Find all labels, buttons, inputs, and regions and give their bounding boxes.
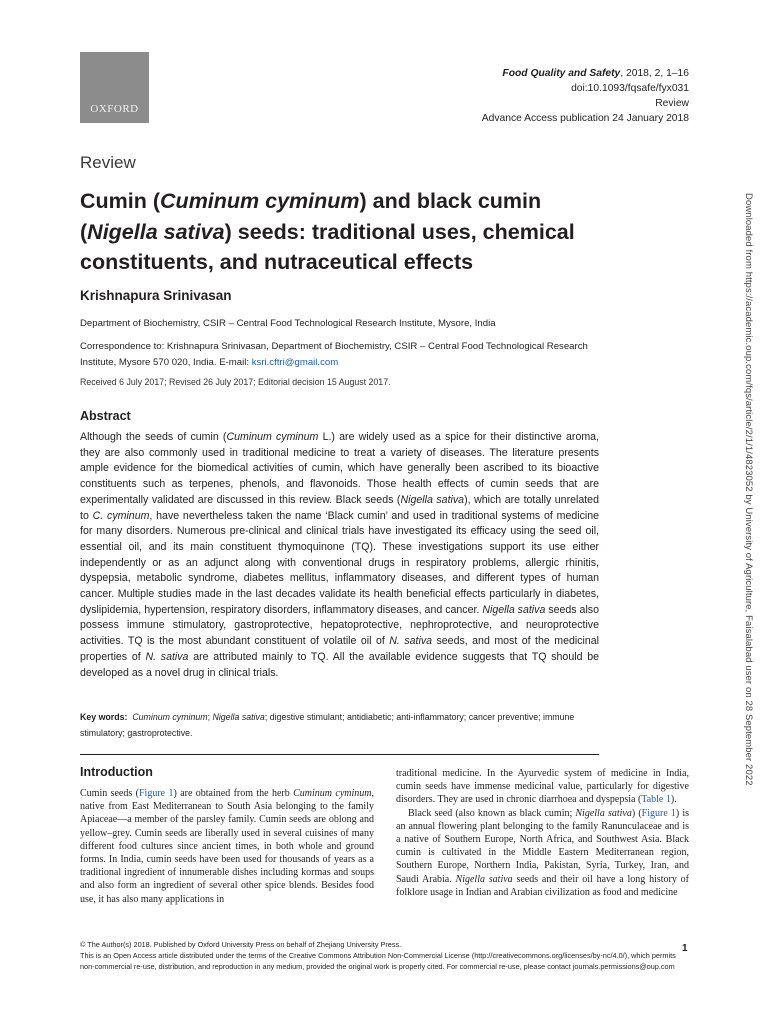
abstract-text: , have nevertheless taken the name ‘Black cumin’ and used in traditional systems of medicine for many disorders. Numerous pre-clinical and clinical trials have investigated its efficacy using the seed oil, essential oil, and its main constituent thymoquinone (TQ). These investigations support its use either independently or as an adjunct along with conventional drugs in respiratory problems, allergic rhinitis, dyspepsia, metabolic syndrome, diabetes mellitus, inflammatory diseases, and different types of human cancer. Multiple studies made in the last decades validate its health beneficial effects particularly in diabetes, dyslipidemia, hypertension, respiratory disorders, inflammatory diseases, and cancer. (80, 509, 600, 616)
abstract-species: N. sativa (145, 650, 189, 663)
body-species: Nigella sativa (575, 807, 632, 819)
journal-name[interactable]: Food Quality and Safety (502, 68, 621, 79)
abstract-species: Cuminum cyminum (226, 431, 319, 443)
journal-citation-text: , 2018, 2, 1–16 (620, 68, 689, 79)
title-part: ) seeds: traditional uses, chemical constituents, and nutraceutical effects (80, 219, 575, 274)
correspondence-text: Correspondence to: Krishnapura Srinivasan, Department of Biochemistry, CSIR – Central Food Technological Research Institute, Mysore 570 020, India. E-mail: (80, 341, 588, 368)
abstract-text: seeds also possess immune stimulatory, gastroprotective, hepatoprotective, nephroprotective, and neuroprotective activities. TQ is the most abundant constituent of volatile oil of (80, 603, 599, 648)
body-text: , native from East Mediterranean to South Asia belonging to the family Apiaceae—a member of the parsley family. Cumin seeds are oblong and yellow–grey. Cumin seeds are liberally used in several cuisines of many different food cultures since ancient times, in both whole and ground forms. In India, cumin seeds have been used for thousands of years as a traditional ingredient of innumerable dishes including kormas and soups and also form an ingredient of several other spice blends. Besides food use, it has also many applications in (80, 788, 375, 905)
body-species: Nigella sativa (455, 873, 513, 885)
copyright-line: © The Author(s) 2018. Published by Oxford University Press on behalf of Zhejiang University Press. (80, 940, 402, 949)
abstract-text: Although the seeds of cumin ( (80, 431, 227, 443)
section-divider (80, 754, 599, 755)
section-label: Review (80, 153, 136, 172)
abstract-text: ), which are totally unrelated to (80, 493, 599, 522)
body-text: ) is an annual flowering plant belonging to the family Ranunculaceae and is a native of Southern Europe, North Africa, and Southwest Asia. Black cumin is cultivated in the Middle Eastern Mediterranean region, Southern Europe, Northern India, Pakistan, Syria, Turkey, Iran, and Saudi Arabia. (396, 807, 690, 885)
keyword-list: ; digestive stimulant; antidiabetic; anti-inflammatory; cancer preventive; immune stimulatory; gastroprotective. (80, 712, 575, 738)
oxford-logo (80, 52, 149, 123)
abstract-text: seeds, and most of the medicinal properties of (80, 635, 599, 663)
download-watermark (742, 193, 756, 833)
body-text: Cumin seeds ( (80, 788, 139, 799)
body-text: ) ( (631, 807, 642, 819)
body-text: ). (670, 794, 677, 806)
article-dates: Received 6 July 2017; Revised 26 July 2017; Editorial decision 15 August 2017. (80, 377, 391, 387)
article-type: Review (655, 98, 689, 109)
abstract-body (80, 430, 599, 681)
journal-doi[interactable]: doi:10.1093/fqsafe/fyx031 (571, 83, 689, 94)
license-text: This is an Open Access article distributed under the terms of the Creative Commons Attribution Non-Commercial License (http://creativecommons.org/licenses/by-nc/4.0/), which permits non-commercial re-use, distribution, and reproduction in any medium, provided the original work is properly cited. For commercial re-use, please contact journals.permissions@oup.com (80, 951, 676, 972)
article-title (80, 186, 620, 278)
keywords (80, 710, 599, 741)
advance-access: Advance Access publication 24 January 2018 (481, 113, 689, 124)
keyword: Nigella sativa (212, 712, 265, 722)
table-ref-link[interactable]: Table 1 (641, 794, 671, 806)
intro-heading: Introduction (80, 765, 153, 779)
affiliation: Department of Biochemistry, CSIR – Central Food Technological Research Institute, Mysore, India (80, 318, 496, 329)
download-watermark-text: Downloaded from https://academic.oup.com/fqs/article/2/1/1/4823052 by University of Agriculture, Faisalabad user on 28 September 2022 (743, 193, 754, 786)
abstract-species: N. sativa (389, 635, 433, 648)
license-footer (80, 939, 680, 973)
body-column-left (80, 787, 374, 906)
body-species: Cuminum cyminum (293, 788, 372, 799)
keyword: Cuminum cyminum (132, 712, 208, 722)
title-part: ) and black cumin ( (80, 189, 542, 244)
title-species: Cuminum cyminum (160, 189, 360, 213)
journal-citation (482, 66, 689, 81)
oxford-logo-text: OXFORD (90, 103, 139, 115)
body-text: Black seed (also known as black cumin; (408, 807, 576, 819)
body-text: ) are obtained from the herb (173, 788, 294, 799)
abstract-species: C. cyminum (92, 509, 150, 522)
page-number: 1 (682, 943, 688, 954)
figure-ref-link[interactable]: Figure 1 (641, 807, 676, 819)
abstract-text: L.) are widely used as a spice for their distinctive aroma, they are also commonly used in traditional medicine to treat a variety of diseases. The literature presents ample evidence for the biomedical activities of cumin, which have generally been ascribed to its bioactive constituents such as terpenes, phenols, and flavonoids. Those health effects of cumin seeds that are experimentally validated are discussed in this review. Black seeds ( (80, 431, 599, 506)
correspondence (80, 339, 600, 370)
title-species: Nigella sativa (87, 219, 225, 244)
journal-info (482, 66, 689, 126)
abstract-heading: Abstract (80, 409, 131, 423)
keywords-label: Key words: (80, 712, 128, 722)
title-part: Cumin ( (80, 189, 161, 213)
figure-ref-link[interactable]: Figure 1 (138, 788, 174, 799)
author-name: Krishnapura Srinivasan (80, 288, 232, 303)
keyword-separator: ; (207, 712, 213, 722)
body-text: seeds and their oil have a long history of folklore usage in Indian and Arabian civilization as food and medicine (396, 873, 689, 898)
body-column-right (396, 767, 689, 899)
email-link[interactable]: ksri.cftri@gmail.com (251, 356, 339, 368)
abstract-species: Nigella sativa (482, 603, 546, 616)
body-text: traditional medicine. In the Ayurvedic system of medicine in India, cumin seeds have immense medicinal value, particularly for digestive disorders. They are used in chronic diarrhoea and dyspepsia ( (396, 768, 689, 806)
abstract-species: Nigella sativa (400, 493, 465, 506)
abstract-text: are attributed mainly to TQ. All the available evidence suggests that TQ should be developed as a novel drug in clinical trials. (80, 650, 599, 679)
